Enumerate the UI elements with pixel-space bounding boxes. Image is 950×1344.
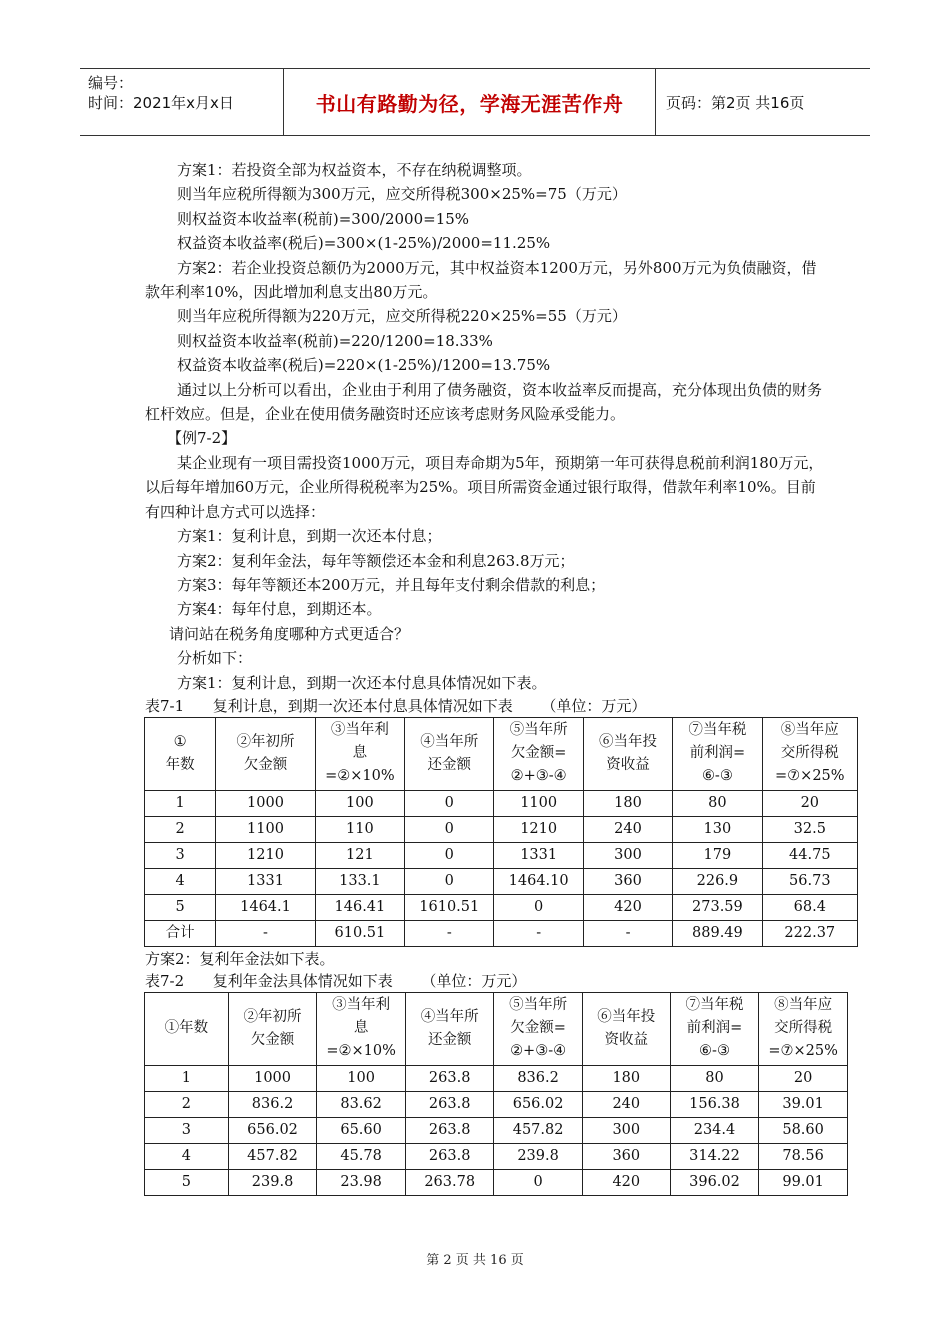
- paragraph: 某企业现有一项目需投资1000万元，项目寿命期为5年，预期第一年可获得息税前利润180万元，以后每年增加60万元，企业所得税税率为25%。项目所需资金通过银行取得，借款年利率10%。目前有四种计息方式可以选择：: [145, 453, 824, 521]
- table2-caption: 表7-2 复利年金法具体情况如下表 （单位：万元）: [145, 971, 527, 990]
- page-header: [80, 68, 870, 136]
- table-cell: 56.73: [762, 868, 857, 894]
- table-header-row: [145, 717, 858, 790]
- table-cell: 234.4: [670, 1117, 758, 1143]
- table-row: [145, 816, 858, 842]
- table-cell: 239.8: [494, 1143, 582, 1169]
- table-cell: 146.41: [315, 894, 404, 920]
- option-line: 方案4：每年付息，到期还本。: [177, 600, 382, 619]
- table-cell: 1331: [216, 868, 315, 894]
- table-row: [145, 1065, 848, 1091]
- text-line: 权益资本收益率(税后)=220×(1-25%)/1200=13.75%: [177, 356, 551, 375]
- table-cell: 44.75: [762, 842, 857, 868]
- table-cell: 240: [582, 1091, 670, 1117]
- table-cell: 836.2: [228, 1091, 316, 1117]
- number-label: 编号：: [88, 74, 134, 92]
- table-cell: 656.02: [494, 1091, 582, 1117]
- table-cell: 78.56: [759, 1143, 848, 1169]
- table-cell: 360: [582, 1143, 670, 1169]
- analysis-line: 分析如下：: [177, 649, 253, 668]
- date-label: 时间：2021年x月x日: [88, 94, 234, 112]
- table-cell: 273.59: [673, 894, 762, 920]
- table-cell: 5: [145, 1169, 229, 1195]
- table-cell: 20: [759, 1065, 848, 1091]
- table-row: [145, 1169, 848, 1195]
- table-cell: 0: [405, 842, 494, 868]
- table-cell: 100: [317, 1065, 406, 1091]
- table-7-1: [144, 717, 858, 947]
- table-cell: 32.5: [762, 816, 857, 842]
- table-cell: 180: [583, 790, 672, 816]
- table-row: [145, 1091, 848, 1117]
- table-cell: 39.01: [759, 1091, 848, 1117]
- table-cell: 420: [583, 894, 672, 920]
- table-cell: 68.4: [762, 894, 857, 920]
- table-cell: 263.8: [405, 1065, 493, 1091]
- header-cell: ②年初所 欠金额: [228, 992, 316, 1065]
- table-cell: 3: [145, 1117, 229, 1143]
- table-7-2: [144, 992, 848, 1196]
- table-cell: 合计: [145, 920, 216, 946]
- table-cell: 80: [673, 790, 762, 816]
- header-cell: ④当年所 还金额: [405, 992, 493, 1065]
- table-cell: 263.8: [405, 1091, 493, 1117]
- table-cell: 1000: [228, 1065, 316, 1091]
- table-cell: 226.9: [673, 868, 762, 894]
- header-cell: ③当年利 息 =②×10%: [317, 992, 406, 1065]
- header-cell: ③当年利 息 =②×10%: [315, 717, 404, 790]
- table-cell: 83.62: [317, 1091, 406, 1117]
- text-line: 则权益资本收益率(税前)=300/2000=15%: [177, 209, 470, 228]
- table-cell: -: [216, 920, 315, 946]
- table-cell: 3: [145, 842, 216, 868]
- option-line: 方案1：复利计息，到期一次还本付息；: [177, 527, 442, 546]
- table-row: [145, 894, 858, 920]
- table-cell: 300: [583, 842, 672, 868]
- header-cell: ⑤当年所 欠金额= ②+③-④: [494, 717, 583, 790]
- header-cell: ① 年数: [145, 717, 216, 790]
- table-cell: 1331: [494, 842, 583, 868]
- table-cell: 263.8: [405, 1117, 493, 1143]
- header-cell: ②年初所 欠金额: [216, 717, 315, 790]
- header-page-info: 页码：第2页 共16页: [666, 93, 805, 112]
- example-title: 【例7-2】: [167, 429, 237, 448]
- table-cell: 1: [145, 1065, 229, 1091]
- table-cell: 0: [405, 790, 494, 816]
- table-cell: 130: [673, 816, 762, 842]
- table-cell: 179: [673, 842, 762, 868]
- table-cell: 656.02: [228, 1117, 316, 1143]
- table-cell: 0: [494, 894, 583, 920]
- table-row: [145, 790, 858, 816]
- table-cell: 240: [583, 816, 672, 842]
- table-cell: 133.1: [315, 868, 404, 894]
- table-cell: 0: [405, 868, 494, 894]
- table-cell: 1210: [494, 816, 583, 842]
- table-cell: -: [583, 920, 672, 946]
- table-cell: 1100: [494, 790, 583, 816]
- table1-caption: 表7-1 复利计息，到期一次还本付息具体情况如下表 （单位：万元）: [145, 696, 647, 715]
- header-cell: ⑥当年投 资收益: [582, 992, 670, 1065]
- header-cell: ⑦当年税 前利润= ⑥-③: [670, 992, 758, 1065]
- header-cell: ⑧当年应 交所得税 =⑦×25%: [759, 992, 848, 1065]
- table-cell: 1100: [216, 816, 315, 842]
- table-total-row: [145, 920, 858, 946]
- table-cell: 2: [145, 1091, 229, 1117]
- table-cell: 300: [582, 1117, 670, 1143]
- table-cell: 4: [145, 868, 216, 894]
- table-cell: 65.60: [317, 1117, 406, 1143]
- table-cell: 45.78: [317, 1143, 406, 1169]
- paragraph: 方案2：若企业投资总额仍为2000万元，其中权益资本1200万元，另外800万元为负债融资，借款年利率10%，因此增加利息支出80万元。: [145, 258, 817, 302]
- table-cell: 836.2: [494, 1065, 582, 1091]
- plan2-intro: 方案2：复利年金法如下表。: [145, 949, 335, 968]
- table-cell: 239.8: [228, 1169, 316, 1195]
- table-cell: 1464.1: [216, 894, 315, 920]
- table-row: [145, 1143, 848, 1169]
- table-cell: 20: [762, 790, 857, 816]
- table-cell: 222.37: [762, 920, 857, 946]
- page-footer: 第 2 页 共 16 页: [426, 1253, 524, 1268]
- table-cell: 420: [582, 1169, 670, 1195]
- table-cell: 263.8: [405, 1143, 493, 1169]
- table-cell: 58.60: [759, 1117, 848, 1143]
- table-cell: 121: [315, 842, 404, 868]
- text-line: 则当年应税所得额为300万元，应交所得税300×25%=75（万元）: [177, 185, 627, 204]
- table-cell: -: [405, 920, 494, 946]
- header-cell: ⑤当年所 欠金额= ②+③-④: [494, 992, 582, 1065]
- table-cell: 110: [315, 816, 404, 842]
- table-cell: 0: [405, 816, 494, 842]
- header-cell: ①年数: [145, 992, 229, 1065]
- header-cell: ⑧当年应 交所得税 =⑦×25%: [762, 717, 857, 790]
- table-cell: 360: [583, 868, 672, 894]
- table-cell: 1464.10: [494, 868, 583, 894]
- table-cell: 457.82: [494, 1117, 582, 1143]
- table-cell: 156.38: [670, 1091, 758, 1117]
- table-cell: 457.82: [228, 1143, 316, 1169]
- table-row: [145, 842, 858, 868]
- table-cell: -: [494, 920, 583, 946]
- paragraph: 通过以上分析可以看出，企业由于利用了债务融资，资本收益率反而提高，充分体现出负债的财务杠杆效应。但是，企业在使用债务融资时还应该考虑财务风险承受能力。: [145, 380, 823, 424]
- table-cell: 4: [145, 1143, 229, 1169]
- table-cell: 1: [145, 790, 216, 816]
- table-cell: 0: [494, 1169, 582, 1195]
- header-cell: ④当年所 还金额: [405, 717, 494, 790]
- option-line: 方案3：每年等额还本200万元，并且每年支付剩余借款的利息；: [177, 575, 606, 594]
- table-cell: 610.51: [315, 920, 404, 946]
- table-cell: 889.49: [673, 920, 762, 946]
- table-cell: 100: [315, 790, 404, 816]
- table-cell: 80: [670, 1065, 758, 1091]
- document-body: [145, 158, 845, 1196]
- table-cell: 99.01: [759, 1169, 848, 1195]
- table-cell: 5: [145, 894, 216, 920]
- text-line: 方案1：若投资全部为权益资本，不存在纳税调整项。: [177, 161, 532, 179]
- question-line: 请问站在税务角度哪种方式更适合？: [169, 624, 410, 643]
- table-row: [145, 1117, 848, 1143]
- table-cell: 1000: [216, 790, 315, 816]
- table-cell: 1610.51: [405, 894, 494, 920]
- table-cell: 180: [582, 1065, 670, 1091]
- header-motto: 书山有路勤为径，学海无涯苦作舟: [284, 69, 656, 135]
- text-line: 则权益资本收益率(税前)=220/1200=18.33%: [177, 331, 493, 350]
- table-cell: 23.98: [317, 1169, 406, 1195]
- text-line: 权益资本收益率(税后)=300×(1-25%)/2000=11.25%: [177, 234, 551, 253]
- header-cell: ⑦当年税 前利润= ⑥-③: [673, 717, 762, 790]
- table-row: [145, 868, 858, 894]
- table-cell: 1210: [216, 842, 315, 868]
- header-meta: [80, 69, 284, 135]
- text-line: 则当年应税所得额为220万元，应交所得税220×25%=55（万元）: [177, 307, 627, 326]
- plan1-intro: 方案1：复利计息，到期一次还本付息具体情况如下表。: [177, 673, 547, 692]
- table-cell: 314.22: [670, 1143, 758, 1169]
- table-cell: 396.02: [670, 1169, 758, 1195]
- table-cell: 263.78: [405, 1169, 493, 1195]
- header-cell: ⑥当年投 资收益: [583, 717, 672, 790]
- table-header-row: [145, 992, 848, 1065]
- option-line: 方案2：复利年金法，每年等额偿还本金和利息263.8万元；: [177, 551, 575, 570]
- table-cell: 2: [145, 816, 216, 842]
